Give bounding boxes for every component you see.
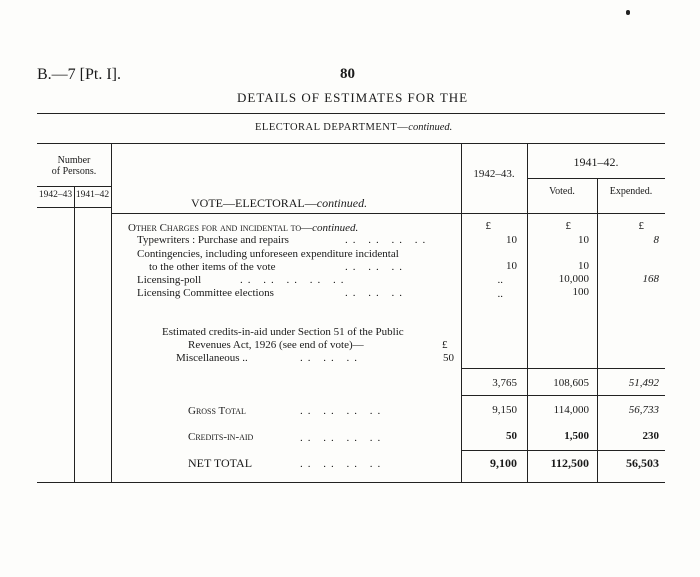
column-header-rule — [111, 213, 665, 214]
subtotal-top-rule — [461, 368, 665, 369]
header-rule — [37, 113, 665, 114]
subtotal-expended: 51,492 — [628, 377, 659, 389]
voted-header-rule — [527, 178, 665, 179]
other-charges-heading — [128, 222, 358, 234]
persons-year-1942-43: 1942–43 — [38, 190, 73, 200]
table-bottom-rule — [37, 482, 665, 483]
gross-total-expended: 56,733 — [628, 404, 659, 416]
row-value-voted: 10,000 — [558, 273, 589, 285]
misc-value: 50 — [443, 352, 454, 364]
credits-in-aid-voted: 1,500 — [564, 430, 589, 442]
net-total-1942-43: 9,100 — [490, 456, 517, 470]
section-subtitle-main: ELECTORAL DEPARTMENT— — [255, 122, 409, 133]
col-header-expended: Expended. — [609, 186, 653, 197]
gross-total-voted: 114,000 — [553, 404, 589, 416]
other-charges-label: Other Charges for and incidental to— — [128, 222, 313, 234]
row-leader-dots: .. .. .. .. — [345, 234, 431, 246]
row-label: Licensing-poll — [137, 274, 202, 286]
gross-total-1942-43: 9,150 — [492, 404, 517, 416]
col-header-voted: Voted. — [549, 186, 575, 197]
row-value-voted: 10 — [578, 260, 589, 272]
vote-title — [191, 196, 367, 211]
credits-note-currency: £ — [442, 339, 448, 351]
persons-col-divider — [74, 186, 75, 482]
row-value-1942-43: 10 — [506, 234, 517, 246]
row-label: Typewriters : Purchase and repairs — [137, 234, 289, 246]
ink-speck — [626, 10, 630, 15]
misc-leader-dots: .. .. .. — [300, 352, 362, 364]
row-value-voted: 100 — [572, 286, 589, 298]
credits-in-aid-label: Credits-in-aid — [188, 431, 254, 443]
currency-voted: £ — [565, 220, 571, 232]
gross-top-rule — [461, 395, 665, 396]
section-subtitle — [255, 122, 452, 133]
credits-in-aid-dots: .. .. .. .. — [300, 432, 386, 444]
row-leader-dots: .. .. .. — [345, 287, 407, 299]
row-value-voted: 10 — [578, 234, 589, 246]
credits-in-aid-1942-43: 50 — [506, 430, 517, 442]
currency-1942-43: £ — [485, 220, 491, 232]
credits-note-line1: Estimated credits-in-aid under Section 51 of the Public — [162, 326, 404, 338]
page-number: 80 — [340, 66, 355, 82]
row-label: Contingencies, including unforeseen expenditure incidental — [137, 248, 399, 260]
row-value-1942-43: .. — [497, 288, 503, 300]
col-header-1942-43: 1942–43. — [473, 168, 515, 180]
table-top-rule — [37, 143, 665, 144]
row-label: Licensing Committee elections — [137, 287, 274, 299]
vote-title-continued: continued. — [316, 196, 368, 210]
number-of-persons-line1: Number — [57, 155, 91, 166]
persons-right-border — [111, 143, 112, 482]
net-top-rule — [461, 450, 665, 451]
number-of-persons-header — [37, 155, 111, 177]
misc-label: Miscellaneous .. — [176, 352, 248, 364]
row-leader-dots: .. .. .. — [345, 261, 407, 273]
document-reference: B.—7 [Pt. I]. — [37, 66, 121, 83]
page-title: DETAILS OF ESTIMATES FOR THE — [237, 90, 469, 105]
number-of-persons-line2: of Persons. — [51, 166, 97, 177]
net-total-label: NET TOTAL — [188, 456, 253, 470]
row-value-expended: 8 — [653, 234, 659, 246]
row-value-1942-43: .. — [497, 274, 503, 286]
subtotal-voted: 108,605 — [553, 377, 589, 389]
col-header-1941-42: 1941–42. — [573, 155, 619, 169]
gross-total-label: Gross Total — [188, 405, 246, 417]
vote-title-main: VOTE—ELECTORAL— — [191, 196, 317, 210]
credits-note-line2: Revenues Act, 1926 (see end of vote)— — [188, 339, 364, 351]
row-value-1942-43: 10 — [506, 260, 517, 272]
gross-total-dots: .. .. .. .. — [300, 405, 386, 417]
net-total-expended: 56,503 — [626, 456, 659, 470]
row-label: to the other items of the vote — [149, 261, 276, 273]
row-value-expended: 168 — [642, 273, 659, 285]
persons-year-1941-42: 1941–42 — [75, 190, 110, 200]
credits-in-aid-expended: 230 — [642, 430, 659, 442]
net-total-voted: 112,500 — [550, 456, 589, 470]
subtotal-1942-43: 3,765 — [492, 377, 517, 389]
other-charges-continued: continued. — [312, 222, 359, 234]
net-total-dots: .. .. .. .. — [300, 458, 386, 470]
section-subtitle-continued: continued. — [408, 122, 453, 133]
row-leader-dots: .. .. .. .. .. — [240, 274, 349, 286]
currency-expended: £ — [638, 220, 644, 232]
